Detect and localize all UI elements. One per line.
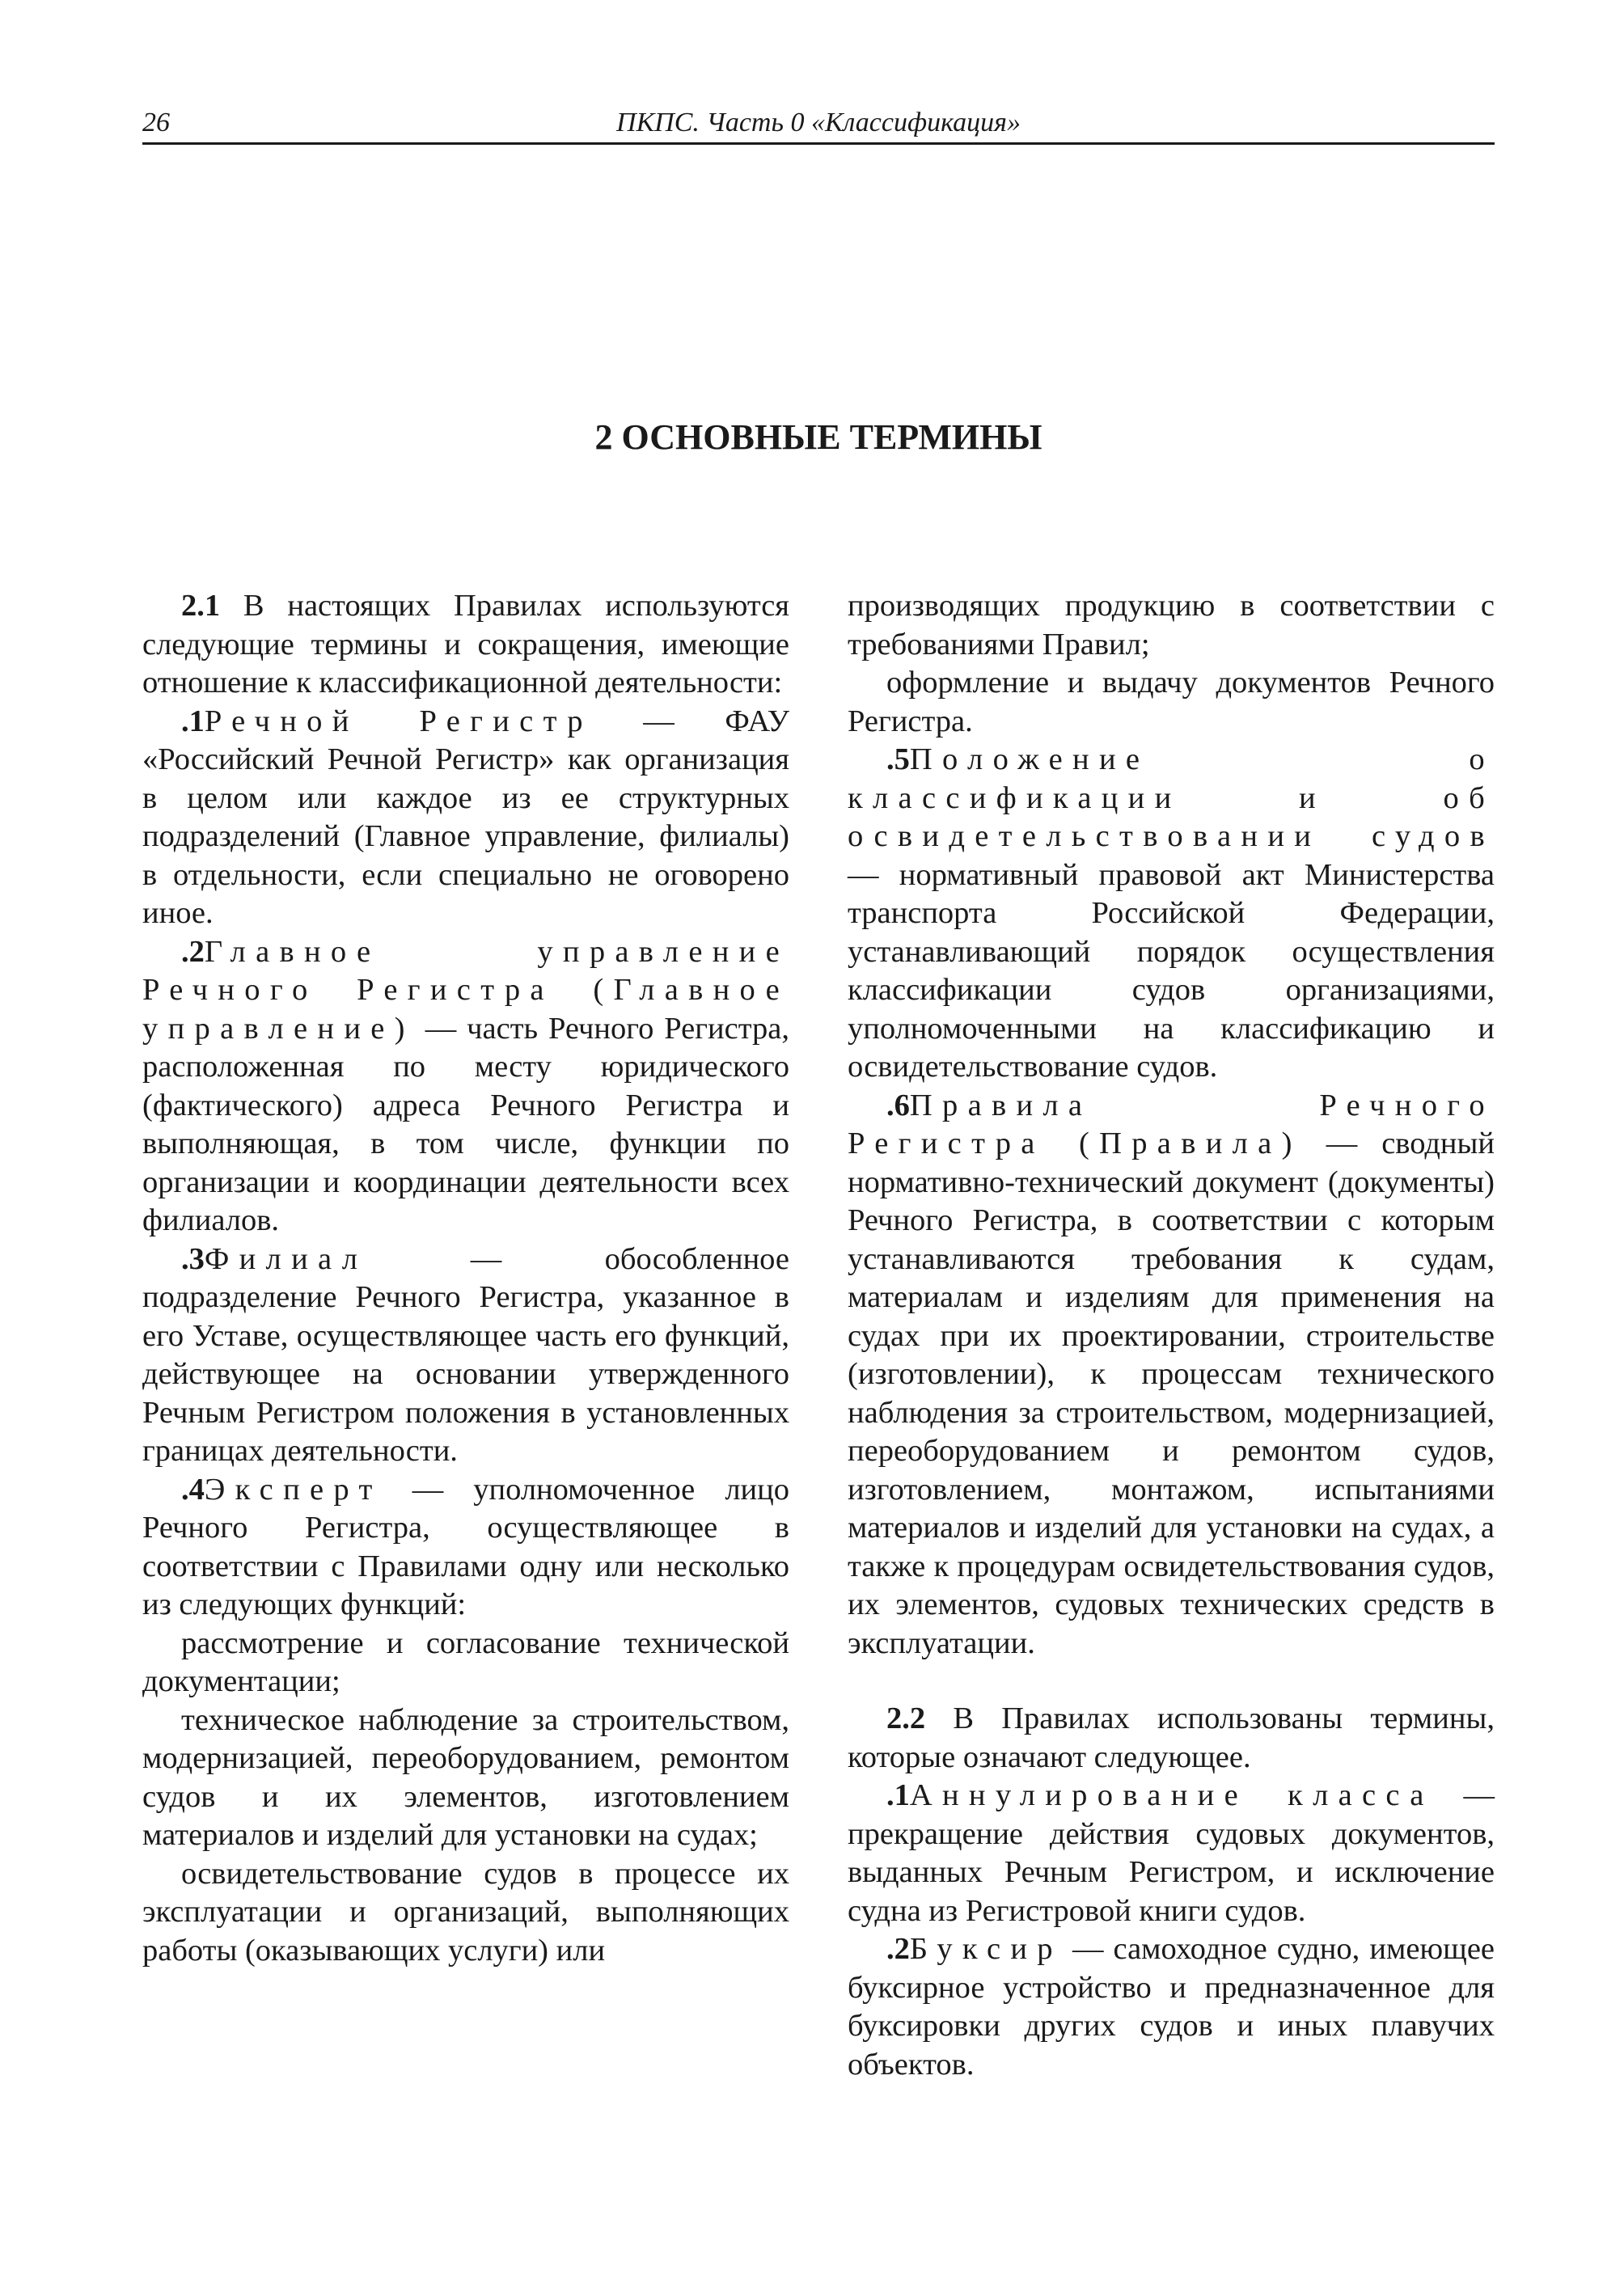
running-header [142,110,1495,145]
paragraph-2-2 [848,1700,1495,1777]
definition-text: — сводный нормативно-технический документ (документы) Речного Регистра, в соответствии с которым устанавливаются требования к судам, материалам и изделиям для применения на судах при их проектировании, строительстве (изготовлении), к процессам технического наблюдения за строительством, модернизацией, переоборудованием и ремонтом судов, изготовлением, монтажом, испытаниями материалов и изделий для установки на судах, а также к процедурам освидетельствования судов, их элементов, судовых технических средств в эксплуатации. [848,1126,1495,1660]
definition-expert [142,1471,789,1625]
defined-term: Аннулирование класса [909,1778,1434,1812]
definition-branch [142,1241,789,1471]
defined-term: Буксир [909,1932,1063,1966]
list-item: освидетельствование судов в процессе их эксплуатации и организаций, выполняющих работы (оказывающих услуги) или [142,1856,789,1968]
page-number: 26 [142,108,170,137]
clause-number: 2.2 [886,1701,926,1735]
defined-term: Правила Речного Регистра (Правила) [848,1088,1495,1160]
defined-term: Главное управление Речного Регистра (Главное управление) [142,934,789,1046]
clause-number: .5 [886,742,910,776]
right-column [848,587,1495,2084]
clause-number: .3 [181,1241,205,1276]
list-item-continuation: производящих продукцию в соответствии с требованиями Правил; [848,589,1495,662]
definition-head-office [142,933,789,1241]
chapter-title: 2 ОСНОВНЫЕ ТЕРМИНЫ [594,417,1042,457]
definition-regulation [848,741,1495,1087]
running-title: ПКПС. Часть 0 «Классификация» [616,108,1021,137]
defined-term: Речной Регистр [204,704,593,738]
defined-term: Положение о классификации и об освидетельствовании судов [848,742,1495,853]
defined-term: Эксперт [204,1472,383,1507]
clause-number: .6 [886,1088,910,1122]
clause-text: В Правилах использованы термины, которые означают следующее. [848,1701,1495,1774]
clause-number: .1 [181,704,205,738]
defined-term: Филиал [204,1241,368,1276]
clause-number: .2 [886,1932,910,1966]
clause-number: .4 [181,1472,205,1507]
definition-text: — обособленное подразделение Речного Регистра, указанное в его Уставе, осуществляющее часть его функций, действующее на основании утвержденного Речным Регистром положения в установленных границах деятельности. [142,1241,789,1468]
definition-text: — самоходное судно, имеющее буксирное устройство и предназначенное для буксировки других судов и иных плавучих объектов. [848,1932,1495,2082]
list-item: оформление и выдачу документов Речного Регистра. [848,666,1495,738]
left-column [142,587,789,1970]
list-item: техническое наблюдение за строительством, модернизацией, переоборудованием, ремонтом судов и их элементов, изготовлением материалов и изделий для установки на судах; [142,1702,789,1852]
definition-river-register [142,703,789,933]
definition-text: — часть Речного Регистра, расположенная по месту юридического (фактического) адреса Речного Регистра и выполняющая, в том числе, функции по организации и координации деятельности всех филиалов. [142,1011,789,1237]
definition-class-cancellation [848,1777,1495,1930]
definition-rules [848,1087,1495,1663]
list-item: рассмотрение и согласование технической документации; [142,1625,789,1698]
definition-text: — прекращение действия судовых документов, выданных Речным Регистром, и исключение судна из Регистровой книги судов. [848,1778,1495,1928]
clause-text: В настоящих Правилах используются следующие термины и сокращения, имеющие отношение к классификационной деятельности: [142,589,789,700]
definition-text: — нормативный правовой акт Министерства транспорта Российской Федерации, устанавливающий порядок осуществления классификации судов организациями, уполномоченными на классификацию и освидетельствование судов. [848,857,1495,1084]
paragraph-2-1 [142,587,789,703]
clause-number: 2.1 [181,589,221,623]
definition-text: — ФАУ «Российский Речной Регистр» как организация в целом или каждое из ее структурных подразделений (Главное управление, филиалы) в отдельности, если специально не оговорено иное. [142,704,789,930]
clause-number: .2 [181,934,205,969]
definition-text: — уполномоченное лицо Речного Регистра, осуществляющее в соответствии с Правилами одну или несколько из следующих функций: [142,1472,789,1621]
definition-tug [848,1930,1495,2084]
clause-number: .1 [886,1778,910,1812]
